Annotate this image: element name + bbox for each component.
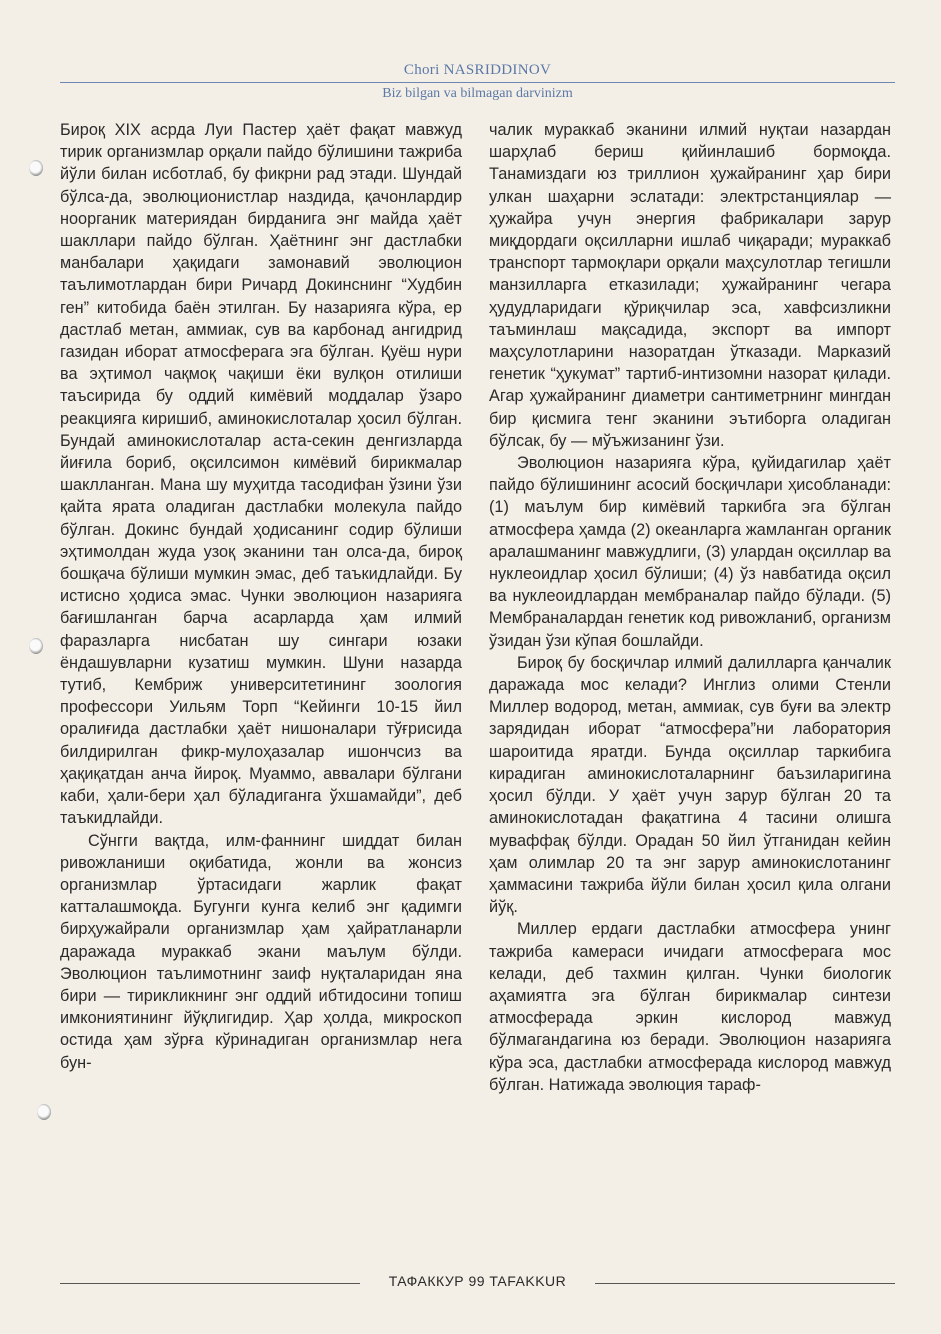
footer-rule-right: [595, 1283, 895, 1284]
right-paragraph-3: Бироқ бу босқичлар илмий далилларга қанчалик даражада мос келади? Инглиз олими Стенли Миллер водород, метан, аммиак, сув буғи ва электр зарядидан иборат “атмосфера”ни лаборатория шароитида яратди. Бунда оқсиллар таркибига кирадиган аминокислоталарнинг баъзиларигина ҳосил бўлди. У ҳаёт учун зарур бўлган 20 та аминокислотадан фақатгина 4 тасини олишга муваффақ бўлди. Орадан 50 йил ўтганидан кейин ҳам олимлар 20 та энг зарур аминокислотанинг ҳаммасини тажриба йўли билан ҳосил қила олгани йўқ.: [489, 653, 891, 917]
header-author: Chori NASRIDDINOV: [403, 62, 552, 78]
right-column: [489, 119, 891, 1096]
binder-hole-top: [29, 160, 43, 176]
binder-hole-bottom: [37, 1104, 51, 1120]
page-footer: [60, 1272, 895, 1294]
left-paragraph-2: Сўнгги вақтда, илм-фаннинг шиддат билан ривожланиши оқибатида, жонли ва жонсиз организмлар ўртасидаги жарлик фақат катталашмоқда. Бугунги кунга келиб энг қадимги бирҳужайрали организмлар ҳам ҳайратланарли даражада мураккаб экани маълум бўлди. Эволюцион таълимотнинг заиф нуқталаридан яна бири — тирикликнинг энг оддий ибтидосини топиш имкониятининг йўқлигидир. Ҳар ҳолда, микроскоп остида ҳам зўрға кўринадиган организмлар нега бун-: [60, 831, 462, 1072]
header-subtitle: Biz bilgan va bilmagan darvinizm: [382, 86, 573, 101]
right-paragraph-1: чалик мураккаб эканини илмий нуқтаи назардан шарҳлаб бериш қийинлашиб бормоқда. Танамиздаги юз триллион ҳужайранинг ҳар бири улкан шаҳарни эслатади: электрстанциялар — ҳужайра учун энергия фабрикалари зарур миқдордаги оқсилларни ишлаб чиқаради; мураккаб транспорт тармоқлари орқали маҳсулотлар тегишли манзилларга етказилади; ҳужайранинг чегара ҳудудларидаги қўриқчилар эса, хавфсизликни таъминлаш мақсадида, экспорт ва импорт маҳсулотларини назоратдан ўтказади. Марказий генетик “ҳукумат” тартиб-интизомни назорат қилади. Агар ҳужайранинг диаметри сантиметрнинг мингдан бир қисмига тенг эканини эътиборга оладиган бўлсак, бу — мўъжизанинг ўзи.: [489, 121, 891, 450]
right-paragraph-2: Эволюцион назарияга кўра, қуйидагилар ҳаёт пайдо бўлишининг асосий босқичлари ҳисобланади: (1) маълум бир кимёвий таркибга эга бўлган атмосфера ҳамда (2) океанларга жамланган органик аралашманинг мавжудлиги, (3) улардан оқсиллар ва нуклеоидлар ҳосил бўлиши; (4) ўз навбатида оқсил ва нуклеоидлардан мембраналар пайдо бўлади. (5) Мембраналардан генетик код ривожланиб, организм ўзидан ўзи кўпая бошлайди.: [489, 454, 891, 650]
left-column: [60, 119, 462, 1074]
running-header: [60, 62, 895, 110]
footer-page-label: ТАФАККУР 99 TAFAKKUR: [388, 1273, 567, 1289]
binder-hole-middle: [29, 638, 43, 654]
right-paragraph-4: Миллер ердаги дастлабки атмосфера унинг тажриба камераси ичидаги атмосферага мос келади, деб тахмин қилган. Чунки биологик аҳамиятга эга бўлган бирикмалар синтези атмосферада эркин кислород мавжуд бўлмагандагина юз беради. Эволюцион назарияга кўра эса, дастлабки атмосферада кислород мавжуд бўлган. Натижада эволюция тараф-: [489, 920, 891, 1094]
left-paragraph-1: Бироқ XIX асрда Луи Пастер ҳаёт фақат мавжуд тирик организмлар орқали пайдо бўлишини тажриба йўли билан исботлаб, бу фикрни рад этади. Шундай бўлса-да, эволюционистлар наздида, қачонлардир ноорганик материядан бирданига энг майда ҳаёт шакллари пайдо бўлган. Ҳаётнинг энг дастлабки манбалари ҳақидаги замонавий эволюцион таълимотлардан бири Ричард Докинснинг “Худбин ген” китобида баён этилган. Бу назарияга кўра, ер дастлаб метан, аммиак, сув ва карбонад ангидрид газидан иборат атмосферага эга бўлган. Қуёш нури ва эҳтимол чақмоқ чақиши ёки вулқон отилиши таъсирида бу оддий кимёвий моддалар ўзаро реакцияга киришиб, аминокислоталар ҳосил бўлган. Бундай аминокислоталар аста-секин денгизларда йиғила бориб, оқсилсимон кимёвий бирикмалар шаклланган. Мана шу муҳитда тасодифан ўзини ўзи қайта ярата оладиган дастлабки молекула пайдо бўлган. Докинс бундай ҳодисанинг содир бўлиши эҳтимолдан жуда узоқ эканини тан олса-да, бироқ бошқача бўлиши мумкин эмас, деб таъкидлайди. Бу истисно ҳодиса эмас. Чунки эволюцион назарияга бағишланган барча асарларда ҳам илмий фаразларга нисбатан шу сингари юзаки ёндашувларни кузатиш мумкин. Шуни назарда тутиб, Кембриж университетининг зоология профессори Уильям Торп “Кейинги 10-15 йил оралиғида дастлабки ҳаёт нишоналари тўғрисида билдирилган фикр-мулоҳазалар ишончсиз ва ҳақиқатдан анча йироқ. Муаммо, аввалари бўлгани каби, ҳали-бери ҳал бўладиганга ўхшамайди”, деб таъкидлайди.: [60, 121, 462, 828]
header-rule: [60, 82, 895, 83]
